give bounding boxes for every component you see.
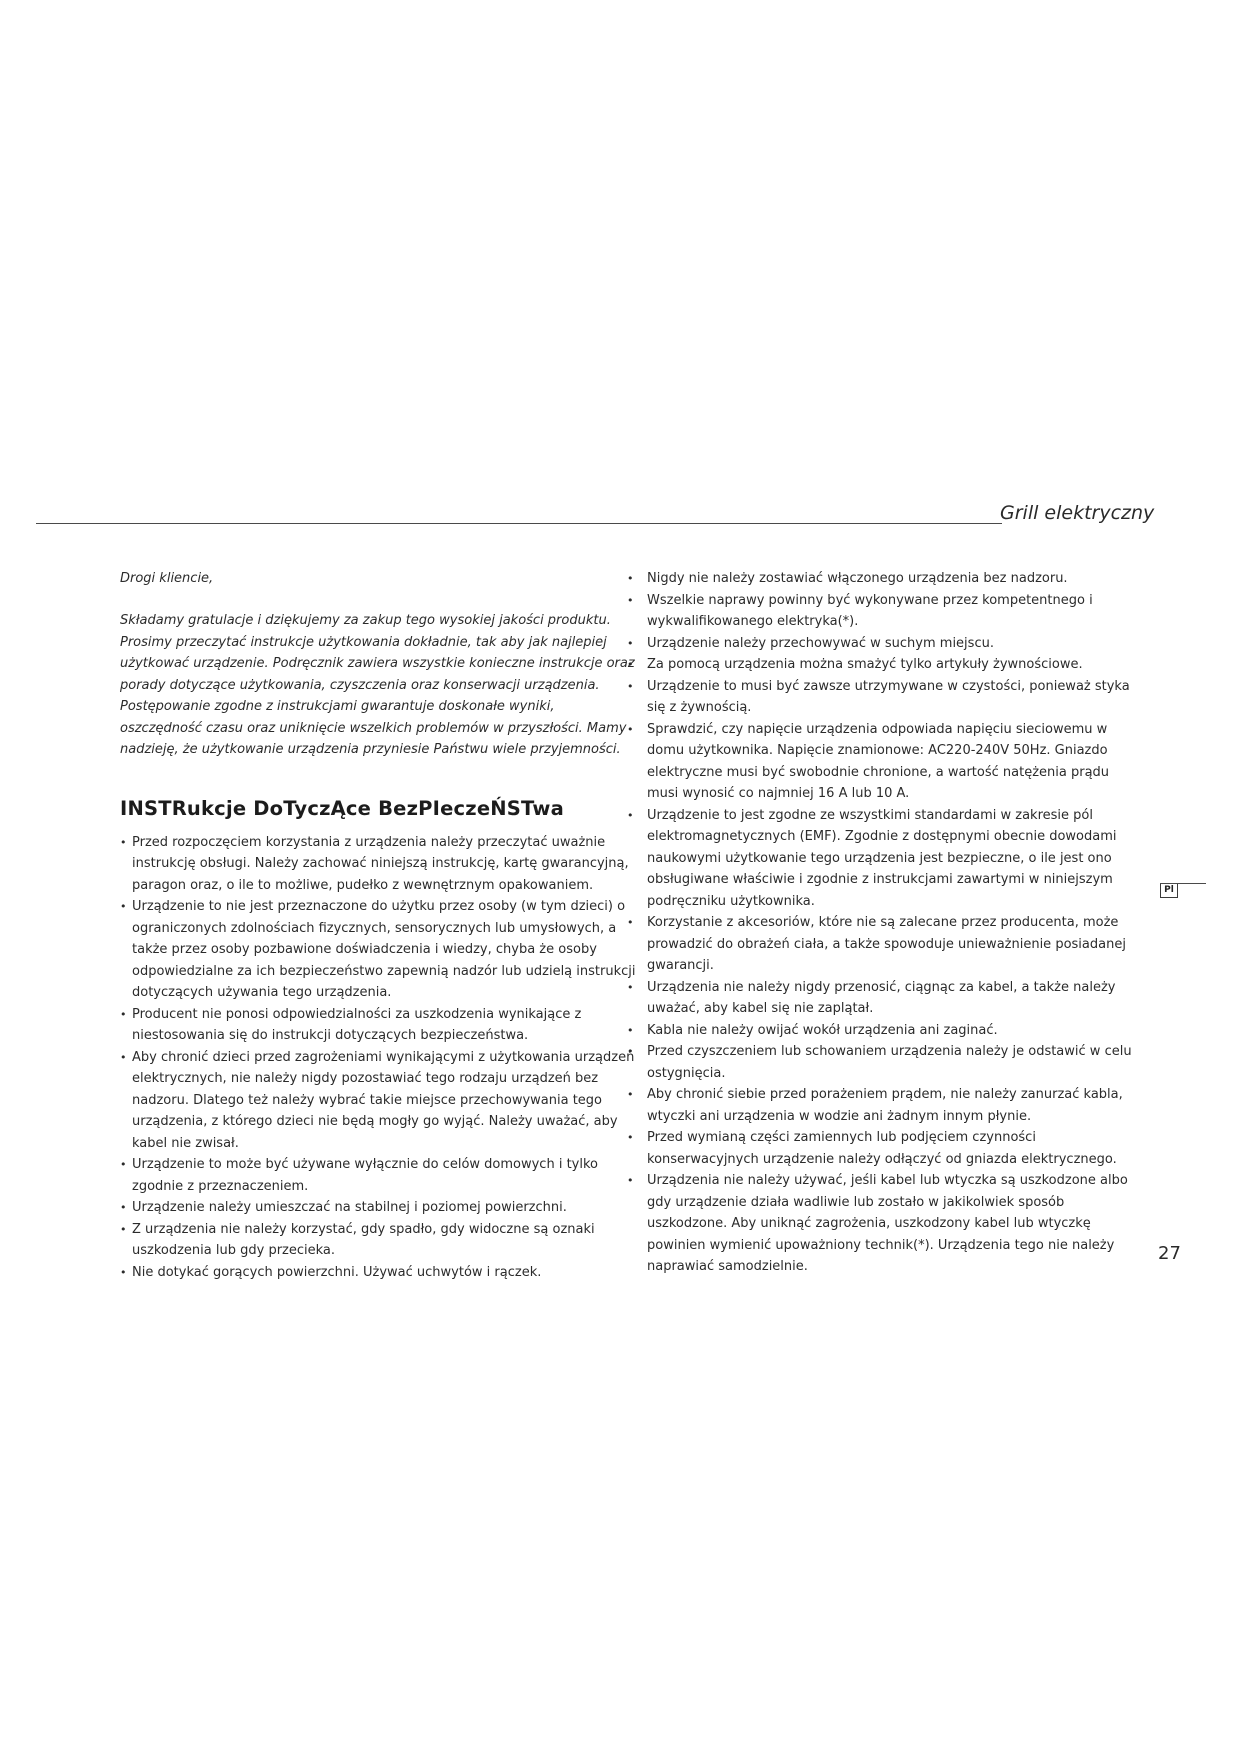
language-tab: Pl: [1160, 884, 1178, 898]
list-item: • Urządzenie to musi być zawsze utrzymywane w czystości, ponieważ styka się z żywnością.: [636, 676, 1136, 719]
list-item: • Urządzenia nie należy nigdy przenosić, ciągnąc za kabel, a także należy uważać, aby kabel się nie zaplątał.: [636, 977, 1136, 1020]
greeting: Drogi kliencie,: [120, 571, 214, 586]
safety-list-right: [636, 568, 1136, 1278]
list-item: • Urządzenie należy przechowywać w suchym miejscu.: [636, 633, 1136, 655]
list-item: • Producent nie ponosi odpowiedzialności za uszkodzenia wynikające z niestosowania się do instrukcji dotyczących bezpieczeństwa.: [120, 1004, 640, 1047]
list-item: • Sprawdzić, czy napięcie urządzenia odpowiada napięciu sieciowemu w domu użytkownika. Napięcie znamionowe: AC220-240V 50Hz. Gniazdo elektryczne musi być swobodnie chronione, a wartość natężenia prądu musi wynosić co najmniej 16 A lub 10 A.: [636, 719, 1136, 805]
intro-paragraph: Składamy gratulacje i dziękujemy za zakup tego wysokiej jakości produktu. Prosimy przeczytać instrukcje użytkowania dokładnie, tak aby jak najlepiej użytkować urządzenie. Podręcznik zawiera wszystkie konieczne instrukcje oraz porady dotyczące użytkowania, czyszczenia oraz konserwacji urządzenia. Postępowanie zgodne z instrukcjami gwarantuje doskonałe wyniki, oszczędność czasu oraz uniknięcie wszelkich problemów w przyszłości. Mamy nadzieję, że użytkowanie urządzenia przyniesie Państwu wiele przyjemności.: [120, 613, 635, 757]
list-item: • Urządzenie należy umieszczać na stabilnej i poziomej powierzchni.: [120, 1197, 640, 1219]
left-column: [120, 568, 640, 1283]
list-item: • Urządzenie to nie jest przeznaczone do użytku przez osoby (w tym dzieci) o ograniczonych zdolnościach fizycznych, sensorycznych lub umysłowych, a także przez osoby pozbawione doświadczenia i wiedzy, chyba że osoby odpowiedzialne za ich bezpieczeństwo zapewnią nadzór lub udzielą instrukcji dotyczących używania tego urządzenia.: [120, 896, 640, 1004]
list-item: • Kabla nie należy owijać wokół urządzenia ani zaginać.: [636, 1020, 1136, 1042]
list-item: • Urządzenia nie należy używać, jeśli kabel lub wtyczka są uszkodzone albo gdy urządzenie działa wadliwie lub zostało w jakikolwiek sposób uszkodzone. Aby uniknąć zagrożenia, uszkodzony kabel lub wtyczkę powinien wymienić upoważniony technik(*). Urządzenia tego nie należy naprawiać samodzielnie.: [636, 1170, 1136, 1278]
list-item: • Z urządzenia nie należy korzystać, gdy spadło, gdy widoczne są oznaki uszkodzenia lub gdy przecieka.: [120, 1219, 640, 1262]
page-number: 27: [1158, 1243, 1181, 1264]
list-item: • Korzystanie z akcesoriów, które nie są zalecane przez producenta, może prowadzić do obrażeń ciała, a także spowoduje unieważnienie posiadanej gwarancji.: [636, 912, 1136, 977]
list-item: • Aby chronić siebie przed porażeniem prądem, nie należy zanurzać kabla, wtyczki ani urządzenia w wodzie ani żadnym innym płynie.: [636, 1084, 1136, 1127]
page-header-title: Grill elektryczny: [1000, 502, 1155, 524]
safety-heading: INSTRukcje DoTyczĄce BezPIeczeŃSTwa: [120, 796, 564, 820]
list-item: • Urządzenie to może być używane wyłącznie do celów domowych i tylko zgodnie z przeznaczeniem.: [120, 1154, 640, 1197]
list-item: • Przed czyszczeniem lub schowaniem urządzenia należy je odstawić w celu ostygnięcia.: [636, 1041, 1136, 1084]
list-item: • Nigdy nie należy zostawiać włączonego urządzenia bez nadzoru.: [636, 568, 1136, 590]
list-item: • Nie dotykać gorących powierzchni. Używać uchwytów i rączek.: [120, 1262, 640, 1284]
right-column: [636, 568, 1136, 1278]
list-item: • Przed rozpoczęciem korzystania z urządzenia należy przeczytać uważnie instrukcję obsługi. Należy zachować niniejszą instrukcję, kartę gwarancyjną, paragon oraz, o ile to możliwe, pudełko z wewnętrznym opakowaniem.: [120, 832, 640, 897]
list-item: • Wszelkie naprawy powinny być wykonywane przez kompetentnego i wykwalifikowanego elektryka(*).: [636, 590, 1136, 633]
list-item: • Urządzenie to jest zgodne ze wszystkimi standardami w zakresie pól elektromagnetycznych (EMF). Zgodnie z dostępnymi obecnie dowodami naukowymi użytkowanie tego urządzenia jest bezpieczne, o ile jest ono obsługiwane właściwie i zgodnie z instrukcjami zawartymi w niniejszym podręczniku użytkownika.: [636, 805, 1136, 913]
list-item: • Aby chronić dzieci przed zagrożeniami wynikającymi z użytkowania urządzeń elektrycznych, nie należy nigdy pozostawiać tego rodzaju urządzeń bez nadzoru. Dlatego też należy wybrać takie miejsce przechowywania tego urządzenia, z którego dzieci nie będą mogły go wyjąć. Należy uważać, aby kabel nie zwisał.: [120, 1047, 640, 1155]
safety-list-left: [120, 832, 640, 1284]
list-item: • Przed wymianą części zamiennych lub podjęciem czynności konserwacyjnych urządzenie należy odłączyć od gniazda elektrycznego.: [636, 1127, 1136, 1170]
list-item: • Za pomocą urządzenia można smażyć tylko artykuły żywnościowe.: [636, 654, 1136, 676]
header-rule: [36, 523, 1002, 524]
